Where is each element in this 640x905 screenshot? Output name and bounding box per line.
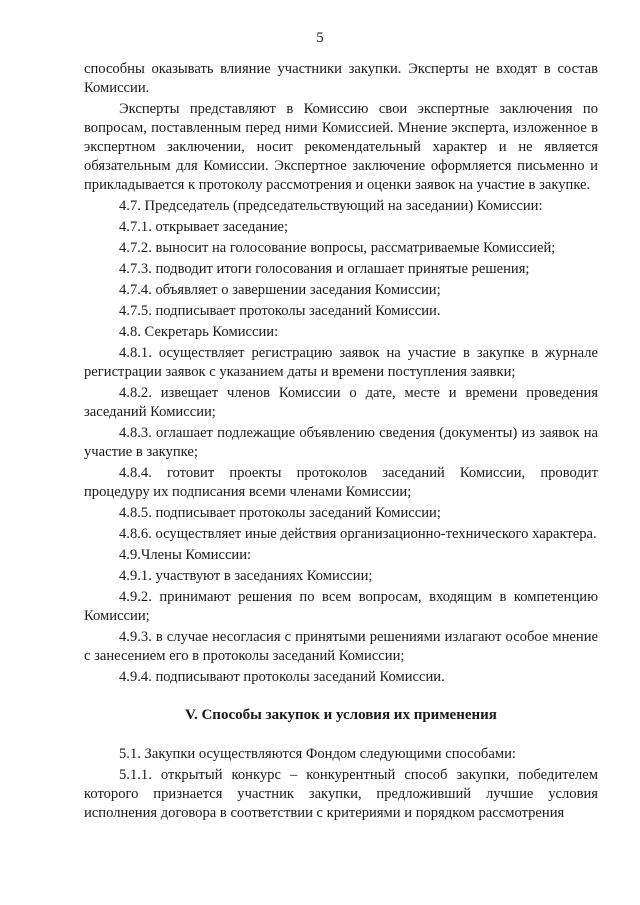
paragraph: 4.8.5. подписывает протоколы заседаний Комиссии;	[119, 505, 441, 521]
section-heading: V. Способы закупок и условия их применения	[185, 707, 497, 723]
paragraph: 5.1. Закупки осуществляются Фондом следующими способами:	[119, 746, 516, 762]
paragraph: 4.8.4. готовит проекты протоколов заседаний Комиссии, проводит процедуру их подписания всеми членами Комиссии;	[84, 465, 598, 500]
paragraph: 4.7.4. объявляет о завершении заседания Комиссии;	[119, 282, 441, 298]
paragraph: 4.7.3. подводит итоги голосования и оглашает принятые решения;	[119, 261, 530, 277]
page-number: 5	[316, 30, 324, 46]
paragraph: 4.8.6. осуществляет иные действия организационно-технического характера.	[119, 526, 597, 542]
paragraph: 4.9.Члены Комиссии:	[119, 547, 252, 563]
paragraph: Эксперты представляют в Комиссию свои экспертные заключения по вопросам, поставленным перед ними Комиссией. Мнение эксперта, изложенное в экспертном заключении, носит рекомендательный характер и не является обязательным для Комиссии. Экспертное заключение оформляется письменно и прикладывается к протоколу рассмотрения и оценки заявок на участие в закупке.	[84, 101, 598, 193]
paragraph: 4.7.5. подписывает протоколы заседаний Комиссии.	[119, 303, 441, 319]
paragraph: 4.8.1. осуществляет регистрацию заявок на участие в закупке в журнале регистрации заявок с указанием даты и времени поступления заявки;	[84, 345, 598, 380]
paragraph: 5.1.1. открытый конкурс – конкурентный способ закупки, победителем которого признается участник закупки, предложивший лучшие условия исполнения договора в соответствии с критериями и порядком рассмотрения	[84, 767, 598, 821]
paragraph: 4.9.1. участвуют в заседаниях Комиссии;	[119, 568, 373, 584]
paragraph: 4.9.2. принимают решения по всем вопросам, входящим в компетенцию Комиссии;	[84, 589, 598, 624]
section-iv-continuation	[84, 60, 598, 687]
paragraph: 4.7. Председатель (председательствующий на заседании) Комиссии:	[119, 198, 543, 214]
paragraph: 4.9.3. в случае несогласия с принятыми решениями излагают особое мнение с занесением его в протоколы заседаний Комиссии;	[84, 629, 598, 664]
paragraph: 4.7.1. открывает заседание;	[119, 219, 289, 235]
section-v-body	[84, 745, 598, 823]
paragraph: 4.7.2. выносит на голосование вопросы, рассматриваемые Комиссией;	[119, 240, 556, 256]
document-body	[84, 60, 598, 823]
paragraph: 4.8.2. извещает членов Комиссии о дате, месте и времени проведения заседаний Комиссии;	[84, 385, 598, 420]
paragraph: 4.8.3. оглашает подлежащие объявлению сведения (документы) из заявок на участие в закупке;	[84, 425, 598, 460]
paragraph: 4.8. Секретарь Комиссии:	[119, 324, 279, 340]
paragraph: 4.9.4. подписывают протоколы заседаний Комиссии.	[119, 669, 445, 685]
paragraph: способны оказывать влияние участники закупки. Эксперты не входят в состав Комиссии.	[84, 61, 598, 96]
